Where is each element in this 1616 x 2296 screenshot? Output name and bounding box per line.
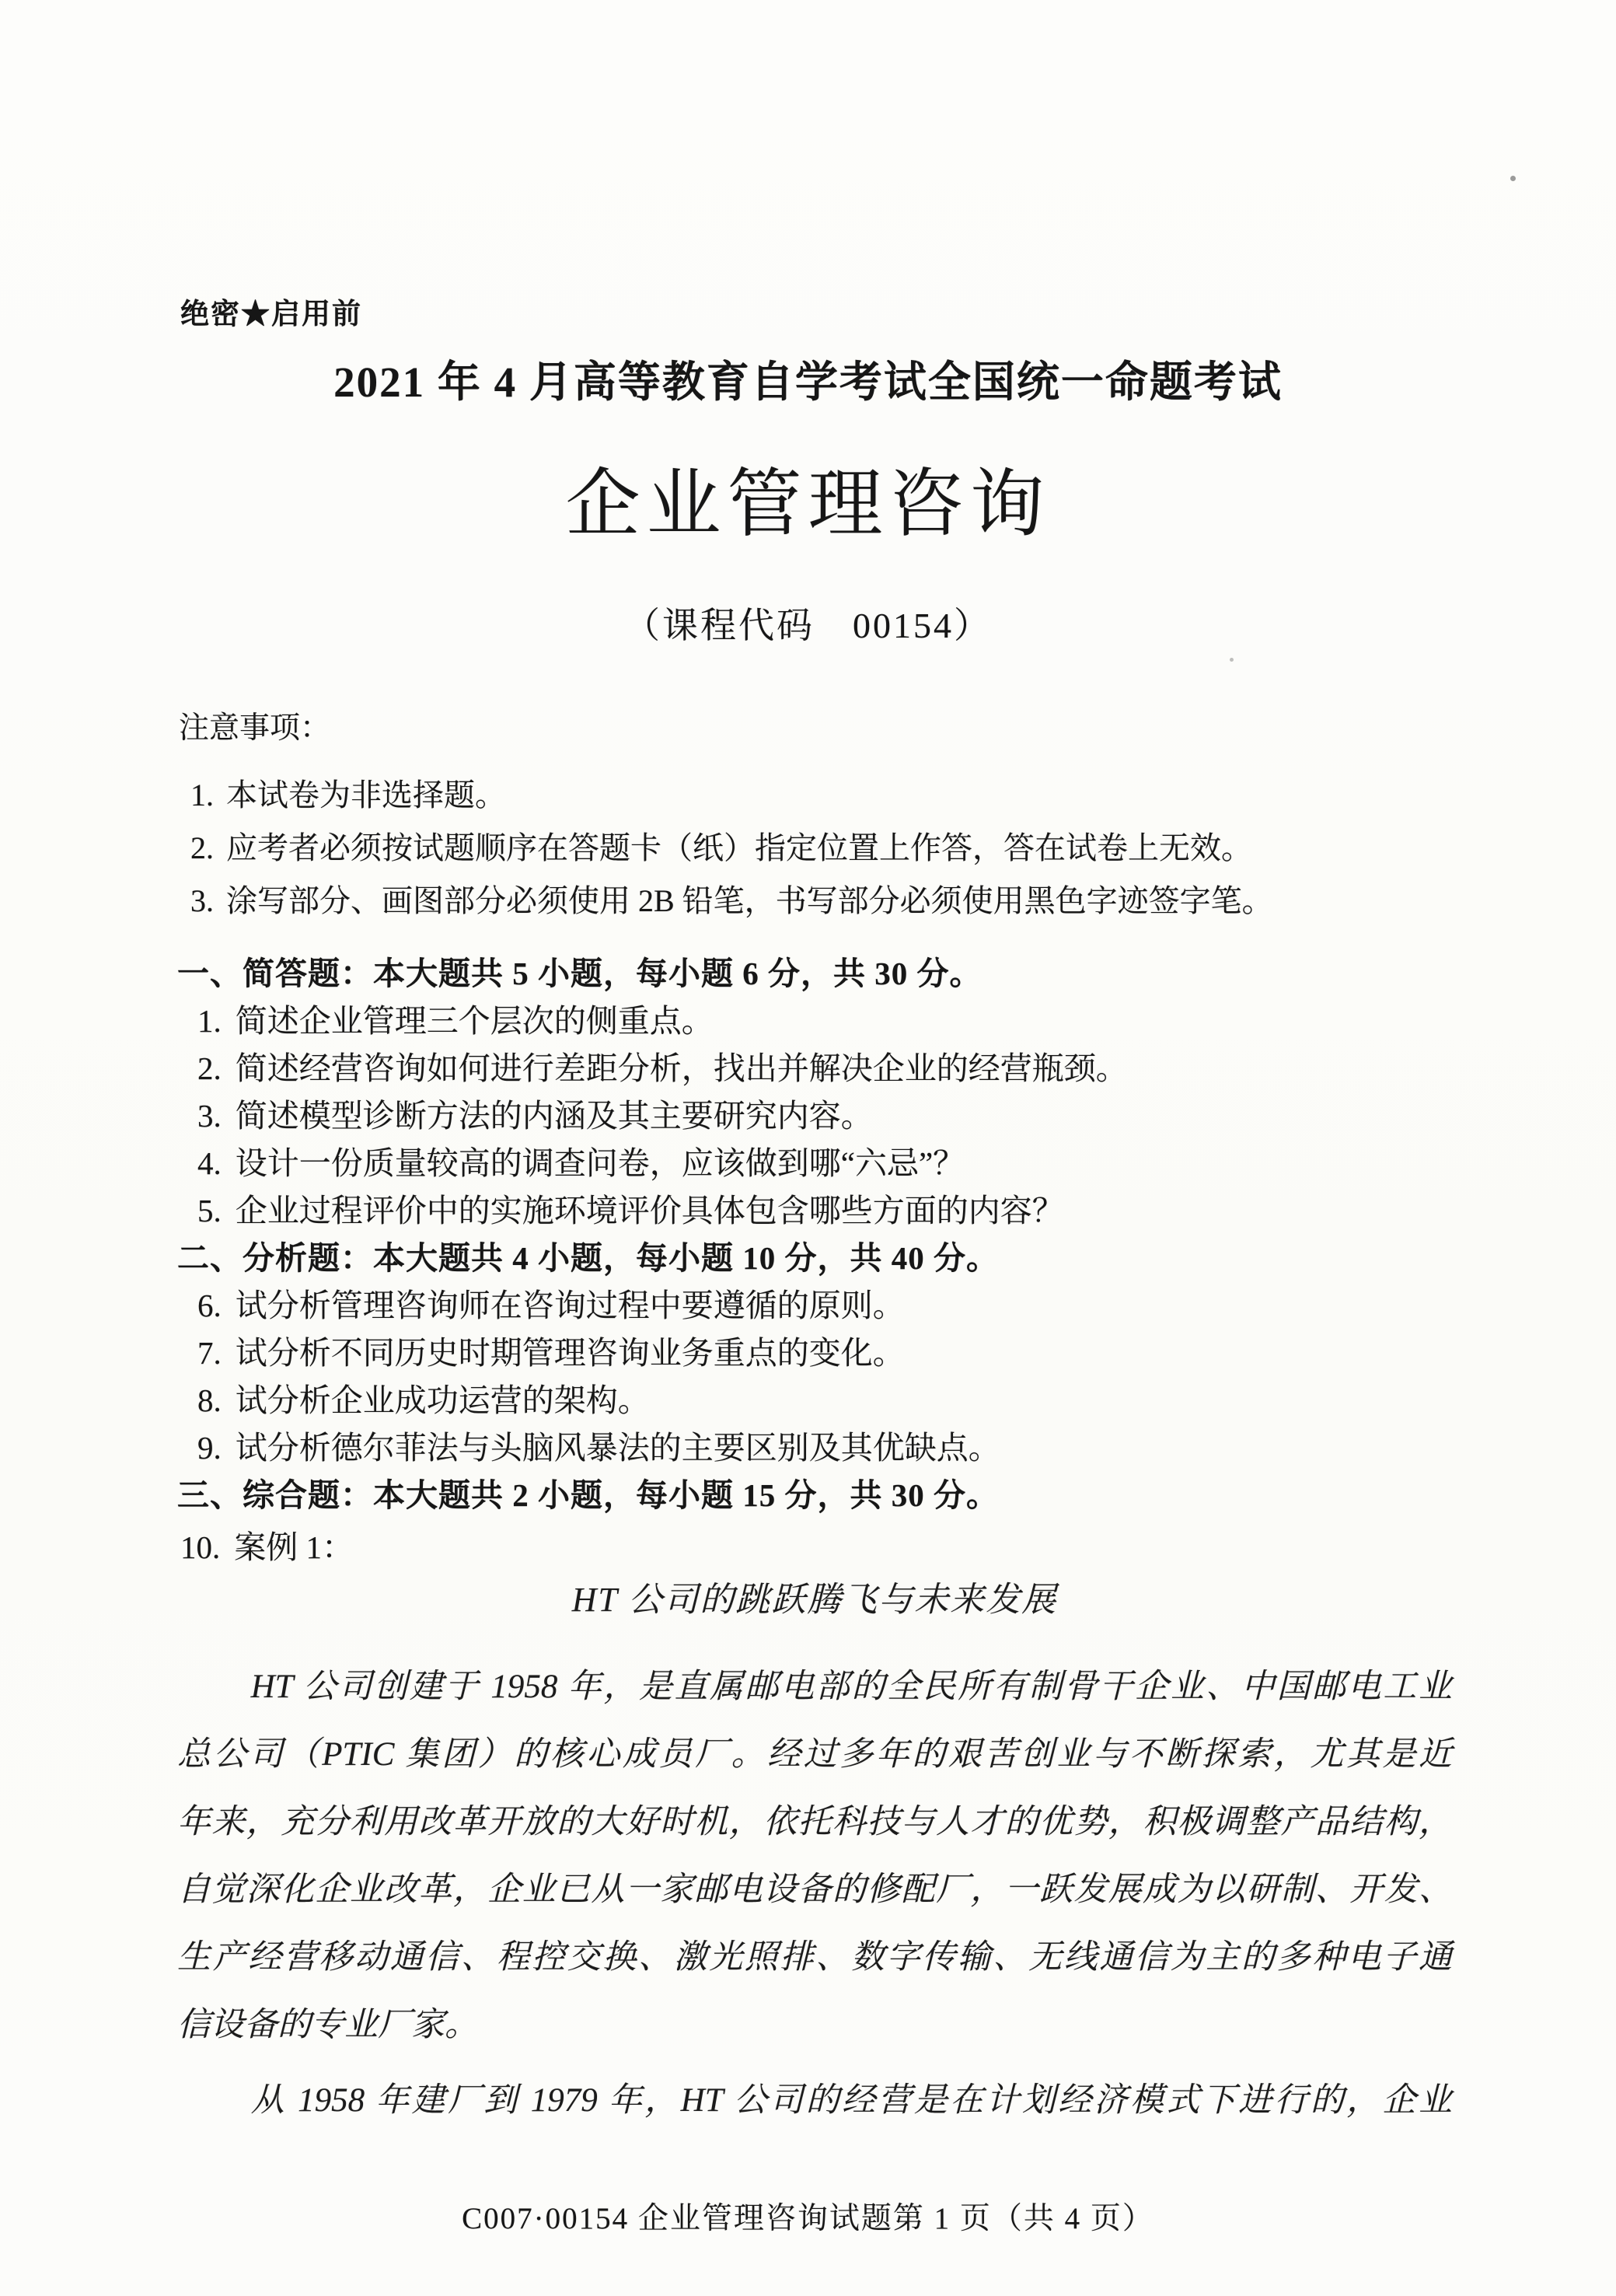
question-10-number: 10. (180, 1529, 221, 1565)
case-study-line: 总公司（PTIC 集团）的核心成员厂。经过多年的艰苦创业与不断探索，尤其是近 (177, 1736, 1452, 1773)
question-7-text: 试分析不同历史时期管理咨询业务重点的变化。 (235, 1335, 905, 1371)
section-1-header: 一、简答题：本大题共 5 小题，每小题 6 分，共 30 分。 (177, 956, 983, 991)
notice-item-1 (179, 776, 1454, 815)
page-footer: C007·00154 企业管理咨询试题第 1 页（共 4 页） (462, 2202, 1154, 2235)
question-4-number: 4. (197, 1145, 222, 1181)
notice-item-3-text: 涂写部分、画图部分必须使用 2B 铅笔，书写部分必须使用黑色字迹签字笔。 (226, 883, 1273, 918)
question-9-text: 试分析德尔菲法与头脑风暴法的主要区别及其优缺点。 (235, 1430, 1000, 1466)
notice-item-1-number: 1. (190, 778, 214, 813)
question-9 (177, 1424, 1468, 1472)
question-8-text: 试分析企业成功运营的架构。 (235, 1382, 650, 1418)
question-10 (177, 1524, 1468, 1571)
case-study-paragraph-2 (177, 2067, 1452, 2134)
case-study (177, 1578, 1452, 2134)
question-8 (177, 1377, 1468, 1424)
question-1 (177, 998, 1468, 1045)
section-3-header: 三、综合题：本大题共 2 小题，每小题 15 分，共 30 分。 (177, 1477, 999, 1513)
notice-item-2-text: 应考者必须按试题顺序在答题卡（纸）指定位置上作答，答在试卷上无效。 (226, 830, 1252, 865)
question-7 (177, 1330, 1468, 1377)
notice-item-3-number: 3. (190, 883, 214, 918)
question-6 (177, 1282, 1468, 1330)
question-10-text: 案例 1： (234, 1529, 354, 1565)
notices-block (179, 709, 1454, 935)
exam-session-title: 2021 年 4 月高等教育自学考试全国统一命题考试 (333, 358, 1283, 406)
course-code: （课程代码 00154） (624, 606, 992, 645)
question-9-number: 9. (197, 1430, 222, 1466)
case-study-line: 从 1958 年建厂到 1979 年，HT 公司的经营是在计划经济模式下进行的，企业 (250, 2082, 1452, 2119)
question-2-number: 2. (197, 1050, 222, 1086)
question-8-number: 8. (197, 1382, 222, 1418)
question-2-text: 简述经营咨询如何进行差距分析，找出并解决企业的经营瓶颈。 (235, 1050, 1128, 1086)
question-6-number: 6. (197, 1288, 222, 1323)
question-4-text: 设计一份质量较高的调查问卷，应该做到哪“六忌”？ (235, 1145, 965, 1181)
case-study-line: 信设备的专业厂家。 (177, 2007, 478, 2043)
question-3-text: 简述模型诊断方法的内涵及其主要研究内容。 (235, 1098, 873, 1134)
scan-speck (1510, 176, 1516, 181)
section-2-header: 二、分析题：本大题共 4 小题，每小题 10 分，共 40 分。 (177, 1240, 999, 1276)
case-study-line: HT 公司创建于 1958 年，是直属邮电部的全民所有制骨干企业、中国邮电工业 (250, 1669, 1452, 1705)
question-6-text: 试分析管理咨询师在咨询过程中要遵循的原则。 (235, 1288, 905, 1323)
case-study-line: 生产经营移动通信、程控交换、激光照排、数字传输、无线通信为主的多种电子通 (177, 1939, 1452, 1976)
question-3-number: 3. (197, 1098, 222, 1134)
question-5-text: 企业过程评价中的实施环境评价具体包含哪些方面的内容？ (235, 1193, 1064, 1228)
question-5-number: 5. (197, 1193, 222, 1228)
question-7-number: 7. (197, 1335, 222, 1371)
question-3 (177, 1092, 1468, 1140)
notice-item-3 (179, 882, 1454, 921)
case-study-paragraph-1 (177, 1653, 1452, 2059)
notice-item-2 (179, 829, 1454, 868)
question-1-text: 简述企业管理三个层次的侧重点。 (235, 1003, 714, 1039)
scan-speck (1230, 658, 1234, 662)
notice-item-1-text: 本试卷为非选择题。 (226, 778, 506, 813)
subject-title: 企业管理咨询 (565, 463, 1051, 546)
question-2 (177, 1045, 1468, 1092)
notice-item-2-number: 2. (190, 830, 214, 865)
notices-title: 注意事项： (179, 711, 331, 745)
case-study-line: 年来，充分利用改革开放的大好时机，依托科技与人才的优势，积极调整产品结构， (177, 1804, 1452, 1840)
secrecy-label: 绝密★启用前 (180, 299, 362, 330)
case-study-line: 自觉深化企业改革，企业已从一家邮电设备的修配厂，一跃发展成为以研制、开发、 (177, 1871, 1452, 1908)
question-5 (177, 1187, 1468, 1235)
question-sections (177, 950, 1468, 1571)
case-study-title: HT 公司的跳跃腾飞与未来发展 (571, 1581, 1058, 1619)
question-4 (177, 1140, 1468, 1187)
question-1-number: 1. (197, 1003, 222, 1039)
